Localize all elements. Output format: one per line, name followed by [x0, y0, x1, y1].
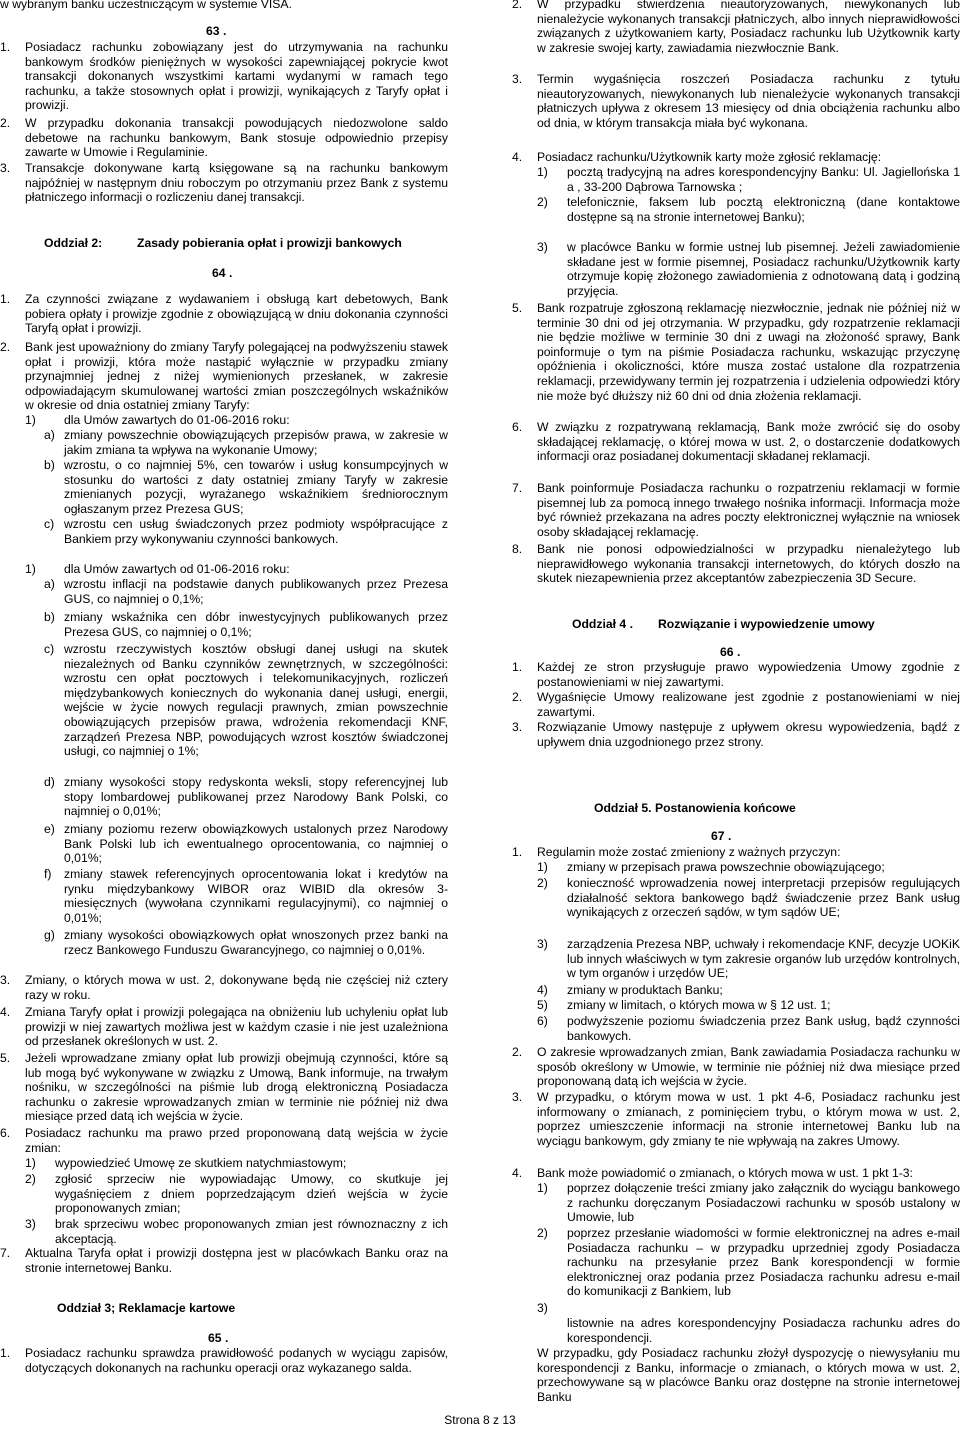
section-oddzial-4-title: Rozwiązanie i wypowiedzenie umowy — [658, 617, 875, 631]
item-number: 1) — [537, 165, 548, 179]
list-item: zgłosić sprzeciw nie wypowiadając Umowy, co skutkuje jej wygaśnięciem z dniem poprzedzającym dzień wejścia w życie proponowanych zmian; — [55, 1172, 448, 1216]
list-item: wzrostu rzeczywistych kosztów obsługi danej usługi na skutek niezależnych od Banku czynników zewnętrznych, w szczególności: wzrostu cen opłat pocztowych i telekomunikacyjnych, rozliczeń międzybankowych koniecznych do wykonania danej usługi, energii, wejście w życie nowych regulacji prawnych, zmian powszechnie obowiązujących przepisów prawa, wdrożenia rekomendacji KNF, zarządzeń Prezesa NBP, powodujących wzrost kosztów świadczonej usługi, co najmniej o 1%; — [64, 642, 448, 759]
paragraph-66-title: 66 . — [720, 645, 741, 659]
paragraph-63-2: W przypadku dokonania transakcji powodujących niedozwolone saldo debetowe na rachunku bankowym, Bank stosuje odpowiednio przepisy zawarte w Umowie i Regulaminie. — [25, 116, 448, 160]
paragraph-65-title: 65 . — [208, 1331, 229, 1345]
section-oddzial-5-title: Oddział 5. Postanowienia końcowe — [594, 801, 796, 815]
item-number: 3. — [512, 720, 523, 734]
item-number: 1) — [537, 860, 548, 874]
item-letter: a) — [44, 577, 55, 591]
list-item: zmiany w produktach Banku; — [567, 983, 723, 997]
paragraph-64-2-2: dla Umów zawartych od 01-06-2016 roku: — [64, 562, 290, 576]
paragraph-64-2: Bank jest upoważniony do zmiany Taryfy polegającej na podwyższeniu stawek opłat i prowizji, która może nastąpić wyłącznie w przypadku zmiany przynajmniej jednej z niżej wymienionych przesłanek, w zakresie odpowiadającym skumulowanej wartości zmian poszczególnych wskaźników w okresie od dnia ostatniej zmiany Taryfy: — [25, 340, 448, 413]
item-number: 5. — [512, 301, 523, 315]
item-number: 7. — [512, 481, 523, 495]
item-number: 1) — [25, 413, 36, 427]
paragraph-65-5: Bank rozpatruje zgłoszoną reklamację niezwłocznie, jednak nie później niż w terminie 30 dni od jej otrzymania. W przypadku, gdy rozpatrzenie reklamacji nie będzie możliwe w terminie 30 dni z uwagi na złożoność sprawy, Bank poinformuje o tym na piśmie Posiadacza rachunku, wskazując przyczynę opóźnienia i okoliczności, które musza zostać ustalone dla rozpatrzenia reklamacji, przewidywany termin jej rozpatrzenia i udzielenia odpowiedzi który nie może być dłuższy niż 60 dni od dnia złożenia reklamacji. — [537, 301, 960, 403]
item-number: 2) — [537, 1226, 548, 1240]
section-oddzial-3-title: Oddział 3; Reklamacje kartowe — [57, 1301, 236, 1315]
list-item: wzrostu inflacji na podstawie danych publikowanych przez Prezesa GUS, co najmniej o 0,1%; — [64, 577, 448, 606]
item-number: 3) — [537, 1301, 548, 1315]
item-number: 3. — [0, 973, 11, 987]
page-number-footer: Strona 8 z 13 — [444, 1413, 516, 1427]
list-item: wzrostu, o co najmniej 5%, cen towarów i usług konsumpcyjnych w stosunku do wartości z daty ostatniej zmiany Taryfy w zakresie zmienianych pozycji, wyrażanego wskaźnikiem średniorocznym ogłaszanym przez Prezesa GUS; — [64, 458, 448, 516]
item-number: 1. — [0, 292, 11, 306]
paragraph-66-3: Rozwiązanie Umowy następuje z upływem okresu wypowiedzenia, bądź z upływem dnia uzgodnionego przez strony. — [537, 720, 960, 749]
item-number: 3. — [512, 1090, 523, 1104]
item-letter: c) — [44, 517, 55, 531]
paragraph-64-4: Zmiana Taryfy opłat i prowizji polegająca na obniżeniu lub uchyleniu opłat lub prowizji w niej zawartych możliwa jest w każdym czasie i nie jest uzależniona od przesłanek określonych w ust. 2. — [25, 1005, 448, 1049]
item-number: 2) — [537, 876, 548, 890]
list-item: wypowiedzieć Umowę ze skutkiem natychmiastowym; — [55, 1156, 347, 1170]
list-item: zmiany poziomu rezerw obowiązkowych ustalonych przez Narodowy Bank Polski lub ich ewentualnego oprocentowania, co najmniej o 0,01%; — [64, 822, 448, 866]
item-number: 6. — [0, 1126, 11, 1140]
paragraph-65-6: W związku z rozpatrywaną reklamacją, Bank może zwrócić się do osoby składającej reklamację, o której mowa w ust. 2, o dostarczenie dodatkowych informacji oraz posiadanej dokumentacji składanej reklamacji. — [537, 420, 960, 464]
item-number: 1. — [512, 660, 523, 674]
item-number: 2. — [512, 690, 523, 704]
list-item: podwyższenie poziomu świadczenia przez Bank usług, bądź czynności bankowych. — [567, 1014, 960, 1043]
paragraph-64-title: 64 . — [212, 266, 233, 280]
list-item: zmiany w przepisach prawa powszechnie obowiązującego; — [567, 860, 885, 874]
paragraph-63-1: Posiadacz rachunku zobowiązany jest do utrzymywania na rachunku bankowym środków pieniężnych w wysokości zapewniającej pokrycie kwot transakcji dokonanych wszystkimi kartami wydanymi w ramach tego rachunku, a także stosownych opłat i prowizji, wynikających z Taryfy opłat i prowizji. — [25, 40, 448, 113]
list-item: zarządzenia Prezesa NBP, uchwały i rekomendacje KNF, decyzje UOKiK lub innych właściwych w tym zakresie organów lub urzędów kontrolnych, w tym organów i urzędów UE; — [567, 937, 960, 981]
item-number: 7. — [0, 1246, 11, 1260]
section-oddzial-4-label: Oddział 4 . — [572, 617, 633, 631]
list-item: zmiany stawek referencyjnych oprocentowania lokat i kredytów na rynku międzybankowy WIBOR oraz WIBID dla okresów 3-miesięcznych (wywołana czynnikami regulacyjnymi), co najmniej o 0,01%; — [64, 867, 448, 925]
list-item: konieczność wprowadzenia nowej interpretacji przepisów regulujących działalność sektora bankowego bądź świadczenie przez Bank usług wynikających z orzeczeń sądów, w tym sądów UE; — [567, 876, 960, 920]
item-letter: d) — [44, 775, 55, 789]
item-letter: a) — [44, 428, 55, 442]
paragraph-64-7: Aktualna Taryfa opłat i prowizji dostępna jest w placówkach Banku oraz na stronie internetowej Banku. — [25, 1246, 448, 1275]
list-item: poprzez przesłanie wiadomości w formie elektronicznej na adres e-mail Posiadacza rachunku – w przypadku uprzedniej zgody Posiadacza rachunku na przesyłanie przez Bank korespondencji w formie elektronicznej oraz podania przez Posiadacza rachunku adresu e-mail do komunikacji z Bankiem, lub — [567, 1226, 960, 1299]
paragraph-64-3: Zmiany, o których mowa w ust. 2, dokonywane będą nie częściej niż cztery razy w roku. — [25, 973, 448, 1002]
paragraph-64-2-1: dla Umów zawartych do 01-06-2016 roku: — [64, 413, 290, 427]
paragraph-66-2: Wygaśnięcie Umowy realizowane jest zgodnie z postanowieniami w niej zawartymi. — [537, 690, 960, 719]
paragraph-66-1: Każdej ze stron przysługuje prawo wypowiedzenia Umowy zgodnie z postanowieniami w niej zawartymi. — [537, 660, 960, 689]
section-oddzial-2-title: Zasady pobierania opłat i prowizji bankowych — [137, 236, 402, 250]
list-item: zmiany wysokości stopy redyskonta weksli, stopy referencyjnej lub stopy lombardowej publikowanej przez Narodowy Bank Polski, co najmniej o 0,01%; — [64, 775, 448, 819]
paragraph-67-1: Regulamin może zostać zmieniony z ważnych przyczyn: — [537, 845, 841, 859]
item-number: 8. — [512, 542, 523, 556]
paragraph-64-1: Za czynności związane z wydawaniem i obsługą kart debetowych, Bank pobiera opłaty i prowizje zgodnie z obowiązującą w dniu dokonania czynności Taryfą opłat i prowizji. — [25, 292, 448, 336]
item-letter: b) — [44, 458, 55, 472]
paragraph-67-2: O zakresie wprowadzanych zmian, Bank zawiadamia Posiadacza rachunku w sposób określony w Umowie, w terminie nie później niż dwa miesiące przed proponowaną datą ich wejścia w życie. — [537, 1045, 960, 1089]
item-number: 6) — [537, 1014, 548, 1028]
intro-text: w wybranym banku uczestniczącym w systemie VISA. — [0, 0, 292, 11]
item-number: 2. — [512, 0, 523, 11]
paragraph-63-3: Transakcje dokonywane kartą księgowane są na rachunku bankowym najpóźniej w następnym dniu roboczym po otrzymaniu przez Bank z systemu płatniczego informacji o rozliczeniu danej transakcji. — [25, 161, 448, 205]
item-number: 2. — [0, 116, 11, 130]
item-number: 3. — [512, 72, 523, 86]
list-item: wzrostu cen usług świadczonych przez podmioty współpracujące z Bankiem przy wykonywaniu czynności bankowych. — [64, 517, 448, 546]
item-number: 5. — [0, 1051, 11, 1065]
paragraph-67-title: 67 . — [711, 829, 732, 843]
item-number: 2. — [512, 1045, 523, 1059]
item-letter: c) — [44, 642, 55, 656]
item-number: 1) — [25, 1156, 36, 1170]
paragraph-65-4: Posiadacz rachunku/Użytkownik karty może zgłosić reklamację: — [537, 150, 882, 164]
item-number: 3) — [537, 937, 548, 951]
paragraph-67-4: Bank może powiadomić o zmianach, o których mowa w ust. 1 pkt 1-3: — [537, 1166, 913, 1180]
paragraph-65-1: Posiadacz rachunku sprawdza prawidłowość podanych w wyciągu zapisów, dotyczących dokonanych na rachunku operacji oraz wykazanego salda. — [25, 1346, 448, 1375]
list-item: w placówce Banku w formie ustnej lub pisemnej. Jeżeli zawiadomienie składane jest w formie pisemnej, Posiadacz rachunku/Użytkownik karty otrzymuje kopię złożonego zawiadomienia z odnotowaną datą i godziną przyjęcia. — [567, 240, 960, 298]
list-item: poprzez dołączenie treści zmiany jako załącznik do wyciągu bankowego z rachunku doręczanym Posiadaczowi rachunku w sposób ustalony w Umowie, lub — [567, 1181, 960, 1225]
item-number: 4. — [0, 1005, 11, 1019]
list-item: zmiany wysokości obowiązkowych opłat wnoszonych przez banki na rzecz Bankowego Funduszu Gwarancyjnego, co najmniej o 0,01%. — [64, 928, 448, 957]
item-number: 2) — [25, 1172, 36, 1186]
item-number: 4) — [537, 983, 548, 997]
paragraph-65-8: Bank nie ponosi odpowiedzialności w przypadku nienależytego lub nieprawidłowego wykonania transakcji internetowych, do których doszło na skutek niezapewnienia przez akceptantów zabezpieczenia 3D Secure. — [537, 542, 960, 586]
list-item: pocztą tradycyjną na adres korespondencyjny Banku: Ul. Jagiellońska 1 a , 33-200 Dąbrowa Tarnowska ; — [567, 165, 960, 194]
item-number: 4. — [512, 1166, 523, 1180]
list-item: listownie na adres korespondencyjny Posiadacza rachunku adres do korespondencji. — [567, 1316, 960, 1345]
paragraph-64-6: Posiadacz rachunku ma prawo przed proponowaną datą wejścia w życie zmian: — [25, 1126, 448, 1155]
item-number: 6. — [512, 420, 523, 434]
item-letter: b) — [44, 610, 55, 624]
item-number: 3) — [537, 240, 548, 254]
item-letter: g) — [44, 928, 55, 942]
section-oddzial-2-label: Oddział 2: — [44, 236, 103, 250]
paragraph-65-2: W przypadku stwierdzenia nieautoryzowanych, niewykonanych lub nienależycie wykonanych transakcji płatniczych, albo innych nieprawidłowości związanych z użytkowaniem karty, Posiadacz rachunku lub Użytkownik karty w zakresie swojej karty, zawiadamia niezwłocznie Bank. — [537, 0, 960, 55]
list-item: telefonicznie, faksem lub pocztą elektroniczną (dane kontaktowe dostępne są na stronie internetowej Banku); — [567, 195, 960, 224]
item-number: 1) — [25, 562, 36, 576]
paragraph-67-3: W przypadku, o którym mowa w ust. 1 pkt 4-6, Posiadacz rachunku jest informowany o zmianach, z pominięciem trybu, o którym mowa w ust. 2, poprzez umieszczenie informacji na stronie internetowej Banku lub na wyciągu bankowym, gdy zmiany te nie wpływają na zakres Umowy. — [537, 1090, 960, 1148]
paragraph-65-7: Bank poinformuje Posiadacza rachunku o rozpatrzeniu reklamacji w formie pisemnej lub za pomocą innego trwałego nośnika informacji. Informacja może być również przekazana na adres poczty elektronicznej wyłącznie na wniosek osoby składającej reklamację. — [537, 481, 960, 539]
item-number: 2. — [0, 340, 11, 354]
item-number: 1. — [0, 40, 11, 54]
item-letter: e) — [44, 822, 55, 836]
item-number: 2) — [537, 195, 548, 209]
list-item: zmiany powszechnie obowiązujących przepisów prawa, w zakresie w jakim zmiana ta wpływa na wykonanie Umowy; — [64, 428, 448, 457]
item-number: 1. — [512, 845, 523, 859]
item-number: 5) — [537, 998, 548, 1012]
list-item: brak sprzeciwu wobec proponowanych zmian jest równoznaczny z ich akceptacją. — [55, 1217, 448, 1246]
list-item: zmiany wskaźnika cen dóbr inwestycyjnych publikowanych przez Prezesa GUS, co najmniej o 0,1%; — [64, 610, 448, 639]
paragraph-65-3: Termin wygaśnięcia roszczeń Posiadacza rachunku z tytułu nieautoryzowanych, niewykonanych lub nienależycie wykonanych transakcji płatniczych upływa z okresem 13 miesięcy od dnia obciążenia rachunku albo od dnia, w którym transakcja miała być wykonana. — [537, 72, 960, 130]
item-number: 3. — [0, 161, 11, 175]
list-item: zmiany w limitach, o których mowa w § 12 ust. 1; — [567, 998, 831, 1012]
item-number: 4. — [512, 150, 523, 164]
item-letter: f) — [44, 867, 52, 881]
item-number: 1) — [537, 1181, 548, 1195]
paragraph-63-title: 63 . — [206, 24, 227, 38]
item-number: 1. — [0, 1346, 11, 1360]
paragraph-67-final: W przypadku, gdy Posiadacz rachunku złożył dyspozycję o niewysyłaniu mu korespondencji z Banku, informacje o zmianach, o których mowa w ust. 2, przechowywane są w placówce Banku oraz dostępne na stronie internetowej Banku — [537, 1346, 960, 1404]
item-number: 3) — [25, 1217, 36, 1231]
paragraph-64-5: Jeżeli wprowadzane zmiany opłat lub prowizji obejmują czynności, które są lub mogą być wykonywane w związku z Umową, Bank informuje, na trwałym nośniku, w szczególności na piśmie lub drogą elektroniczną Posiadacza rachunku o zakresie wprowadzanych zmian w terminie nie później niż dwa miesiące przed datą ich wejścia w życie. — [25, 1051, 448, 1124]
